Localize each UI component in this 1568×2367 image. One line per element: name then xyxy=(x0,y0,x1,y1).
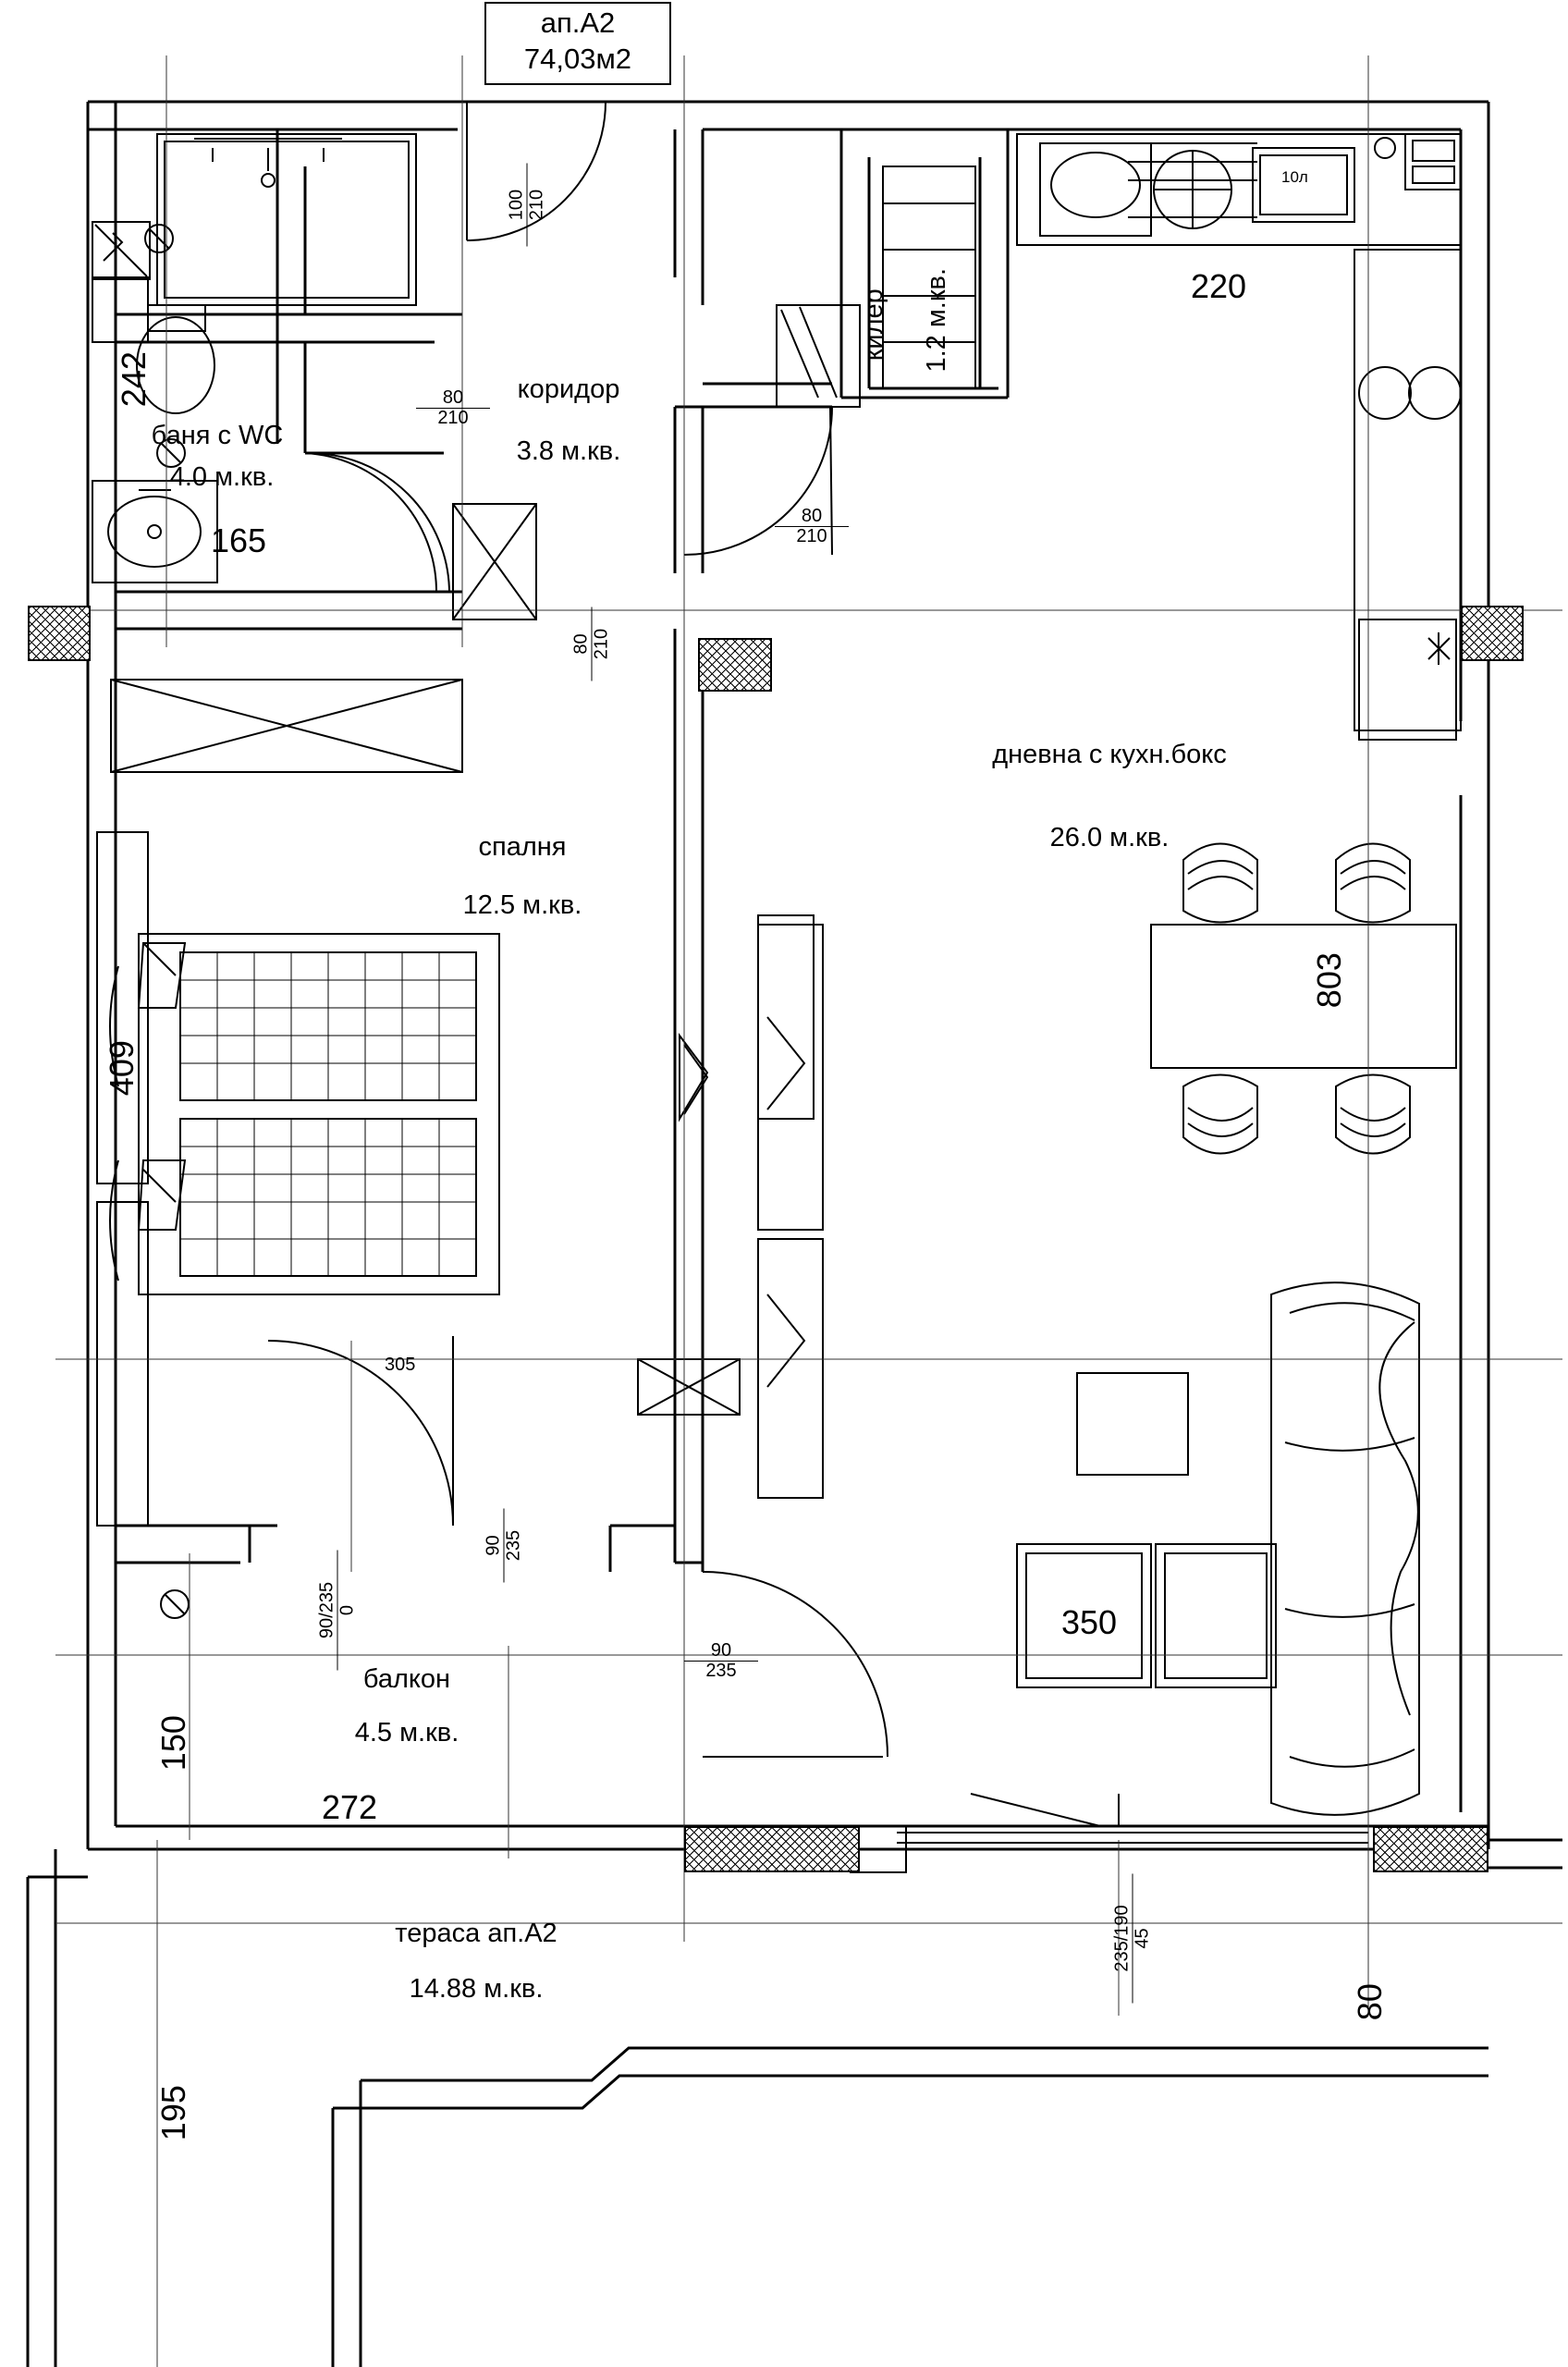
room-label-bedroom: спалня xyxy=(478,832,567,862)
dim-kitchen-wall: 220 xyxy=(1191,267,1247,305)
wall-hatch-terrace-left xyxy=(684,1826,860,1872)
room-area-balcony: 4.5 м.кв. xyxy=(354,1718,459,1748)
room-label-living: дневна с кухн.бокс xyxy=(992,740,1227,769)
appliance-label-fridge: 10л xyxy=(1281,168,1308,186)
dim-sofa-width: 350 xyxy=(1061,1603,1118,1641)
dim-terrace-right: 80 xyxy=(1350,1983,1389,2021)
dim-balcony-height: 150 xyxy=(153,1715,192,1772)
dim-bedroom-height: 409 xyxy=(102,1040,141,1097)
wall-hatch-right xyxy=(1461,606,1524,661)
room-label-corridor: коридор xyxy=(517,374,620,404)
dim-bath-len: 165 xyxy=(211,521,267,559)
opening-door-entry: 100 210 xyxy=(508,164,547,247)
dim-living-depth: 803 xyxy=(1309,952,1348,1009)
opening-window-terrace: 235/190 45 xyxy=(1113,1874,1153,2004)
opening-door-balcony-2: $\frac{90}{235}$ xyxy=(684,1641,758,1681)
opening-window-balcony-label: 90/235 0 xyxy=(318,1551,358,1671)
wall-hatch-terrace-right xyxy=(1373,1826,1488,1872)
room-area-corridor: 3.8 м.кв. xyxy=(516,436,621,466)
room-label-balcony: балкон xyxy=(362,1664,451,1694)
apartment-area: 74,03м2 xyxy=(523,42,632,75)
room-area-bedroom: 12.5 м.кв. xyxy=(462,890,582,920)
room-area-terrace: 14.88 м.кв. xyxy=(409,1974,544,2004)
room-area-pantry: 1.2 м.кв. xyxy=(921,267,951,373)
room-area-living: 26.0 м.кв. xyxy=(1049,823,1170,852)
opening-door-bedroom: 80 210 xyxy=(572,607,612,681)
floor-plan: ап.A2 74,03м2 баня с WC 4.0 м.кв. коридор 3.8 м.кв. килер 1.2 м.кв. дневна с кухн.бокс 26.0 м.кв. спалня 12.5 м.кв. балкон 4.5 м.кв. тераса ап.A2 14.88 м.кв. 242 165 220 409 305 803 350 150 272 195 80 100 210 $\frac{80}{210}$ $\frac{80}{210}$ 80 210 90 235 $\frac{90}{235}$ 90/235 0 235/190 45 10л xyxy=(0,0,1568,2367)
opening-door-balcony: 90 235 xyxy=(484,1509,524,1583)
dim-bedroom-bed: 305 xyxy=(385,1355,416,1375)
opening-door-pantry: $\frac{80}{210}$ xyxy=(775,507,849,546)
title-block xyxy=(484,2,671,85)
dim-terrace-height: 195 xyxy=(153,2085,192,2141)
dim-balcony-width: 272 xyxy=(322,1788,378,1826)
wall-hatch-left xyxy=(28,606,91,661)
wall-hatch-bedroom xyxy=(698,638,772,692)
opening-door-bath: $\frac{80}{210}$ xyxy=(416,388,490,428)
room-area-bathroom: 4.0 м.кв. xyxy=(169,462,275,492)
dim-bath-width: 242 xyxy=(114,351,153,408)
room-label-pantry: килер xyxy=(858,288,888,362)
room-label-terrace: тераса ап.A2 xyxy=(395,1919,557,1948)
apartment-label: ап.A2 xyxy=(540,6,616,39)
